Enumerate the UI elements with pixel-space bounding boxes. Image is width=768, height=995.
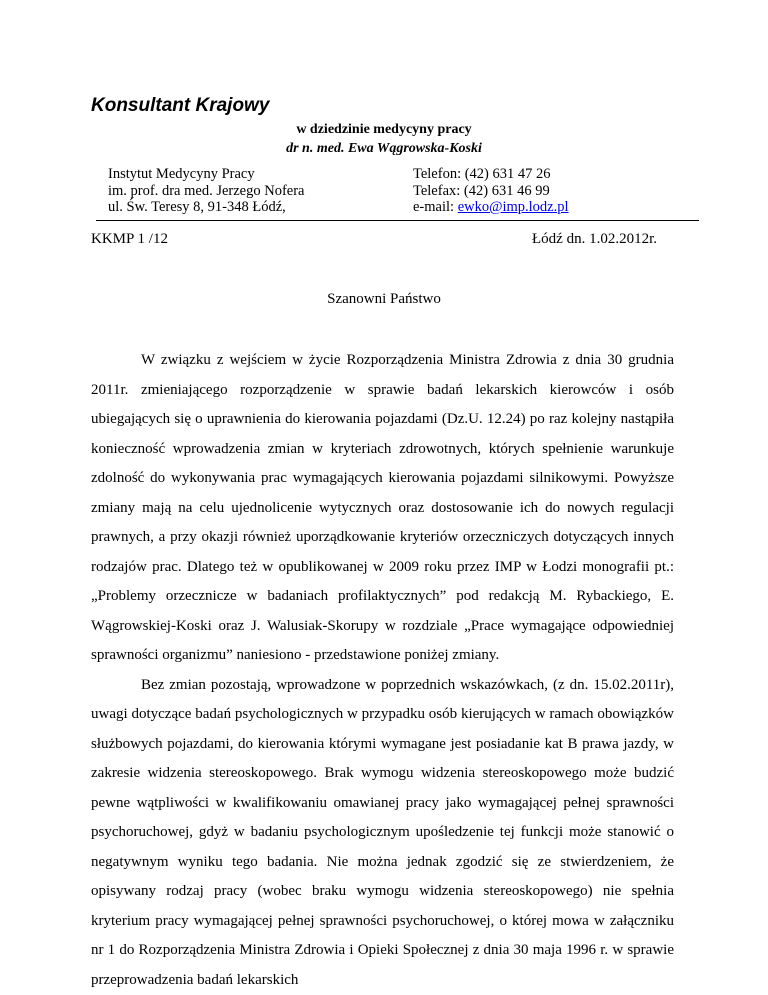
consultant-name: dr n. med. Ewa Wągrowska-Koski	[0, 141, 768, 157]
institute-patron: im. prof. dra med. Jerzego Nofera	[108, 183, 304, 200]
consultant-title: Konsultant Krajowy	[91, 95, 269, 117]
email-line	[413, 199, 569, 216]
header-divider	[96, 220, 699, 221]
institute-name: Instytut Medycyny Pracy	[108, 166, 304, 183]
fax-number: Telefax: (42) 631 46 99	[413, 183, 569, 200]
body-paragraph: W związku z wejściem w życie Rozporządzenia Ministra Zdrowia z dnia 30 grudnia 2011r. zmieniającego rozporządzenie w sprawie badań lekarskich kierowców i osób ubiegających się o uprawnienia do kierowania pojazdami (Dz.U. 12.24) po raz kolejny nastąpiła konieczność wprowadzenia zmian w kryteriach zdrowotnych, których spełnienie warunkuje zdolność do wykonywania prac wymagających kierowania pojazdami silnikowymi. Powyższe zmiany mają na celu ujednolicenie wytycznych oraz dostosowanie ich do nowych regulacji prawnych, a przy okazji również uporządkowanie kryteriów orzeczniczych dotyczących innych rodzajów prac. Dlatego też w opublikowanej w 2009 roku przez IMP w Łodzi monografii pt.: „Problemy orzecznicze w badaniach profilaktycznych” pod redakcją M. Rybackiego, E. Wągrowskiej-Koski oraz J. Walusiak-Skorupy w rozdziale „Prace wymagające odpowiedniej sprawności organizmu” naniesiono - przedstawione poniżej zmiany.	[91, 346, 674, 671]
letter-date: Łódź dn. 1.02.2012r.	[532, 231, 657, 248]
institute-address	[108, 166, 304, 216]
specialty-line: w dziedzinie medycyny pracy	[0, 122, 768, 138]
salutation: Szanowni Państwo	[0, 291, 768, 308]
letter-body	[91, 346, 674, 995]
email-link[interactable]: ewko@imp.lodz.pl	[458, 199, 569, 215]
body-paragraph: Bez zmian pozostają, wprowadzone w poprzednich wskazówkach, (z dn. 15.02.2011r), uwagi dotyczące badań psychologicznych w przypadku osób kierujących w ramach obowiązków służbowych pojazdami, do kierowania którymi wymagane jest posiadanie kat B prawa jazdy, w zakresie widzenia stereoskopowego. Brak wymogu widzenia stereoskopowego może budzić pewne wątpliwości w kwalifikowaniu omawianej pracy jako wymagającej pełnej sprawności psychoruchowej, gdyż w badaniu psychologicznym upośledzenie tej funkcji może stanowić o negatywnym wyniku tego badania. Nie można jednak zgodzić się ze stwierdzeniem, że opisywany rodzaj pracy (wobec braku wymogu widzenia stereoskopowego) nie spełnia kryterium pracy wymagającej pełnej sprawności psychoruchowej, o której mowa w załączniku nr 1 do Rozporządzenia Ministra Zdrowia i Opieki Społecznej z dnia 30 maja 1996 r. w sprawie przeprowadzenia badań lekarskich	[91, 671, 674, 995]
phone-number: Telefon: (42) 631 47 26	[413, 166, 569, 183]
institute-street: ul. Św. Teresy 8, 91-348 Łódź,	[108, 199, 304, 216]
reference-number: KKMP 1 /12	[91, 231, 168, 248]
contact-block	[413, 166, 569, 216]
email-label: e-mail:	[413, 199, 458, 215]
